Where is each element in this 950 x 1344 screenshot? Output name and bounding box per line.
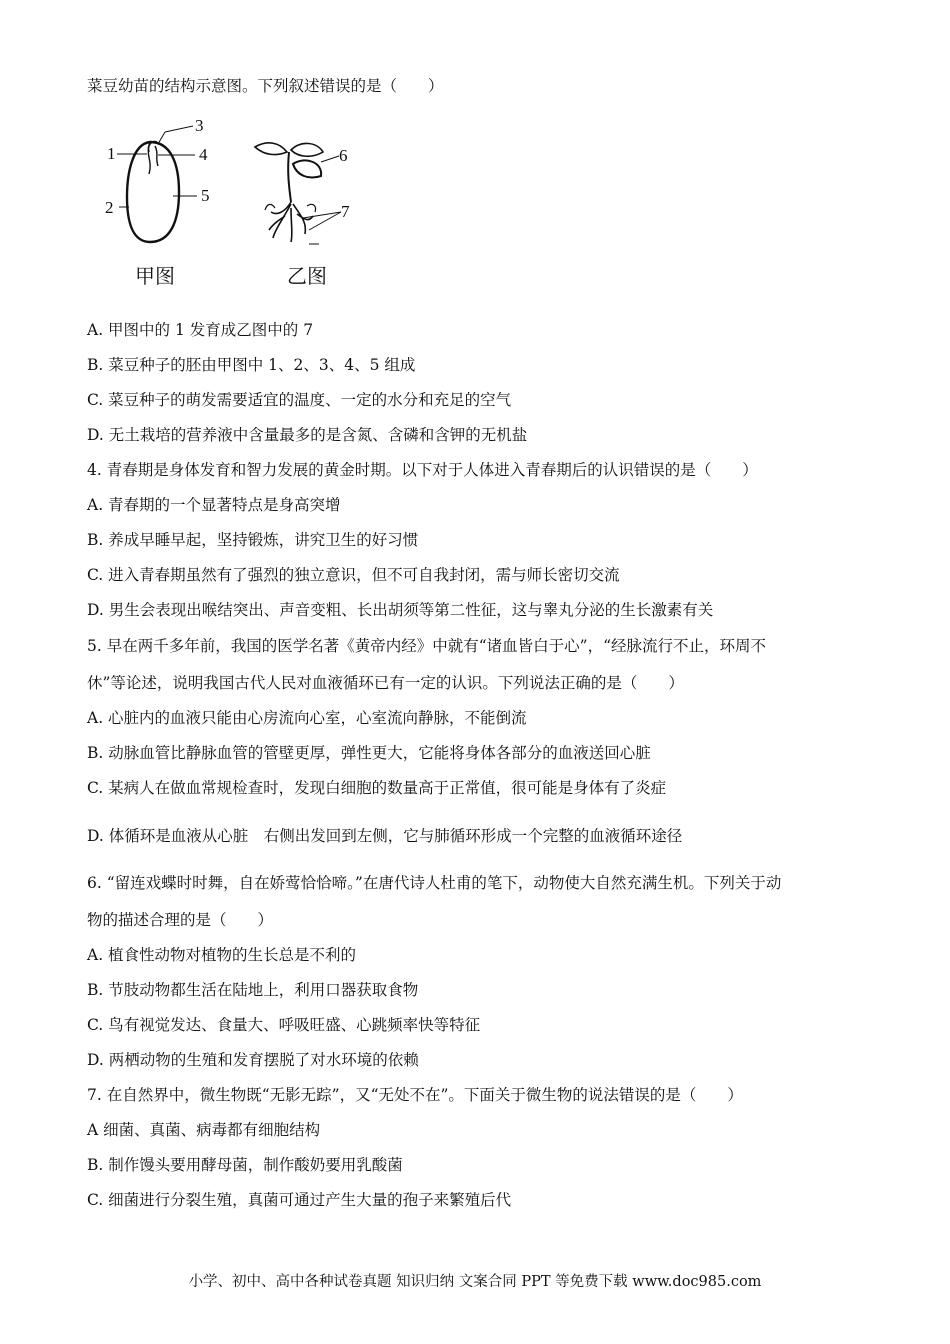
q6-stem-line1: 6. “留连戏蝶时时舞，自在娇莺恰恰啼。”在唐代诗人杜甫的笔下，动物使大自然充满生机。下列关于动 [87, 874, 782, 892]
question-3-intro: 菜豆幼苗的结构示意图。下列叙述错误的是（ ） [87, 77, 444, 95]
label-7: 7 [341, 202, 350, 221]
q6-stem-line2: 物的描述合理的是（ ） [87, 911, 274, 929]
q3-option-c: C. 菜豆种子的萌发需要适宜的温度、一定的水分和充足的空气 [87, 391, 512, 409]
caption-yi: 乙图 [287, 264, 327, 288]
page-footer: 小学、初中、高中各种试卷真题 知识归纳 文案合同 PPT 等免费下载 www.doc985.com [188, 1274, 762, 1290]
seed-seedling-figure [95, 112, 375, 292]
label-5: 5 [201, 186, 210, 205]
label-6: 6 [339, 146, 348, 165]
label-2: 2 [105, 198, 114, 217]
q6-option-b: B. 节肢动物都生活在陆地上，利用口器获取食物 [87, 981, 419, 999]
q7-stem: 7. 在自然界中，微生物既“无影无踪”，又“无处不在”。下面关于微生物的说法错误的是（ ） [87, 1086, 743, 1104]
q5-option-a: A. 心脏内的血液只能由心房流向心室，心室流向静脉，不能倒流 [87, 709, 527, 727]
label-1: 1 [107, 144, 116, 163]
q3-option-a: A. 甲图中的 1 发育成乙图中的 7 [87, 321, 314, 339]
q7-option-a: A 细菌、真菌、病毒都有细胞结构 [87, 1121, 321, 1139]
label-4: 4 [199, 145, 208, 164]
q5-stem-line1: 5. 早在两千多年前，我国的医学名著《黄帝内经》中就有“诸血皆白于心”，“经脉流行不止，环周不 [87, 637, 766, 655]
q4-option-d: D. 男生会表现出喉结突出、声音变粗、长出胡须等第二性征，这与睾丸分泌的生长激素有关 [87, 601, 714, 619]
q3-option-d: D. 无土栽培的营养液中含量最多的是含氮、含磷和含钾的无机盐 [87, 426, 528, 444]
q5-stem-line2: 休”等论述，说明我国古代人民对血液循环已有一定的认识。下列说法正确的是（ ） [87, 674, 684, 692]
caption-jia: 甲图 [135, 264, 175, 288]
q5-option-c: C. 某病人在做血常规检查时，发现白细胞的数量高于正常值，很可能是身体有了炎症 [87, 779, 667, 797]
label-3: 3 [195, 116, 204, 135]
q4-stem: 4. 青春期是身体发育和智力发展的黄金时期。以下对于人体进入青春期后的认识错误的是（ ） [87, 461, 758, 479]
q3-option-b: B. 菜豆种子的胚由甲图中 1、2、3、4、5 组成 [87, 356, 416, 374]
q4-option-b: B. 养成早睡早起，坚持锻炼，讲究卫生的好习惯 [87, 531, 419, 549]
q4-option-a: A. 青春期的一个显著特点是身高突增 [87, 496, 341, 514]
q5-option-d: D. 体循环是血液从心脏 右侧出发回到左侧，它与肺循环形成一个完整的血液循环途径 [87, 827, 683, 845]
q6-option-d: D. 两栖动物的生殖和发育摆脱了对水环境的依赖 [87, 1051, 419, 1069]
q6-option-a: A. 植食性动物对植物的生长总是不利的 [87, 946, 357, 964]
q7-option-c: C. 细菌进行分裂生殖，真菌可通过产生大量的孢子来繁殖后代 [87, 1191, 512, 1209]
q4-option-c: C. 进入青春期虽然有了强烈的独立意识，但不可自我封闭，需与师长密切交流 [87, 566, 620, 584]
q6-option-c: C. 鸟有视觉发达、食量大、呼吸旺盛、心跳频率快等特征 [87, 1016, 481, 1034]
q5-option-b: B. 动脉血管比静脉血管的管壁更厚，弹性更大，它能将身体各部分的血液送回心脏 [87, 744, 651, 762]
q7-option-b: B. 制作馒头要用酵母菌，制作酸奶要用乳酸菌 [87, 1156, 403, 1174]
